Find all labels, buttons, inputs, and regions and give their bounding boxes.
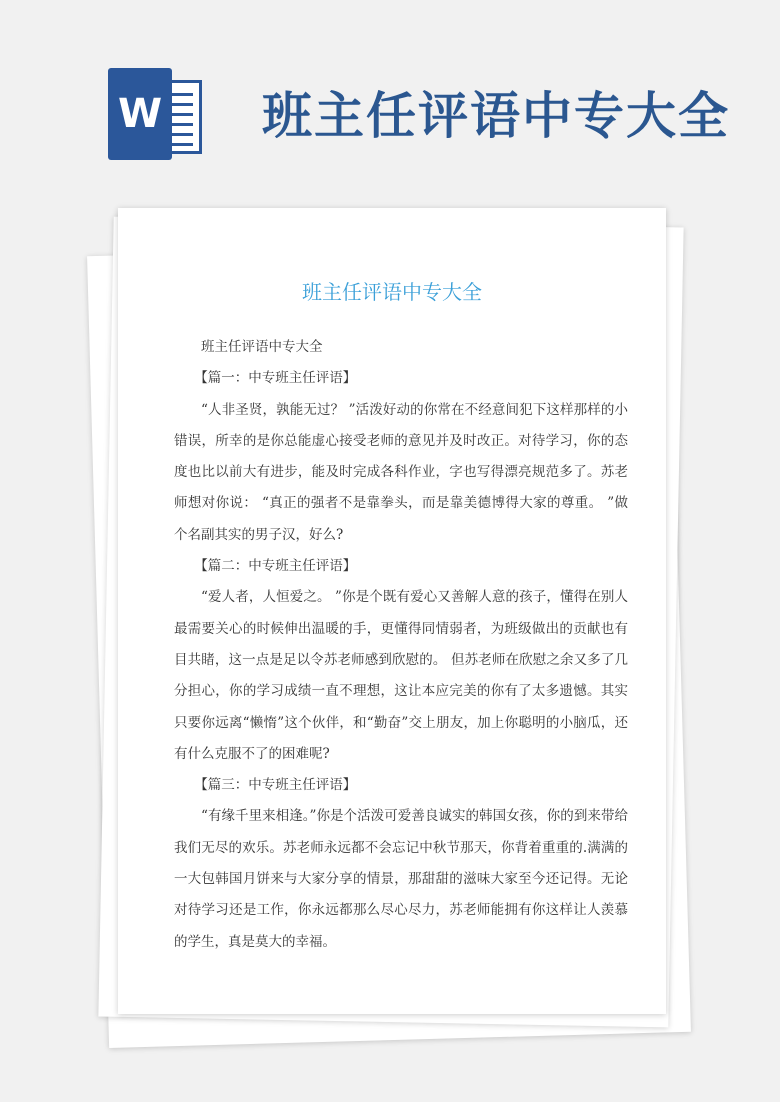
body-heading: 班主任评语中专大全 xyxy=(201,339,323,355)
body-paragraph-2: “爱人者，人恒爱之。 ”你是个既有爱心又善解人意的孩子，懂得在别人最需要关心的时候伸出温暖的手，更懂得同情弱者，为班级做出的贡献也有目共睹，这一点是足以令苏老师感到欣慰的。 但苏老师在欣慰之余又多了几分担心，你的学习成绩一直不理想，这让本应完美的你有了太多遗憾。其实只要你远离“懒惰”这个伙伴，和“勤奋”交上朋友，加上你聪明的小脑瓜，还有什么克服不了的困难呢? xyxy=(174,589,628,762)
section-heading-3: 【篇三：中专班主任评语】 xyxy=(194,777,357,794)
banner xyxy=(0,0,780,200)
document-title: 班主任评语中专大全 xyxy=(302,280,482,304)
banner-title: 班主任评语中专大全 xyxy=(262,87,730,145)
word-logo-letter: W xyxy=(108,68,172,160)
section-heading-2: 【篇二：中专班主任评语】 xyxy=(194,558,357,575)
section-heading-1: 【篇一：中专班主任评语】 xyxy=(194,370,357,387)
word-document-icon xyxy=(108,68,208,160)
document-body xyxy=(174,332,628,958)
body-paragraph-1: “人非圣贤，孰能无过？ ”活泼好动的你常在不经意间犯下这样那样的小错误，所幸的是你总能虚心接受老师的意见并及时改正。对待学习，你的态度也比以前大有进步，能及时完成各科作业，字也写得漂亮规范多了。苏老师想对你说： “真正的强者不是靠拳头，而是靠美德博得大家的尊重。 ”做个名副其实的男子汉，好么? xyxy=(174,401,628,543)
document-page xyxy=(118,208,666,1014)
body-paragraph-3: “有缘千里来相逢。”你是个活泼可爱善良诚实的韩国女孩，你的到来带给我们无尽的欢乐。苏老师永远都不会忘记中秋节那天，你背着重重的.满满的一大包韩国月饼来与大家分享的情景，那甜甜的滋味大家至今还记得。无论对待学习还是工作，你永远都那么尽心尽力，苏老师能拥有你这样让人羡慕的学生，真是莫大的幸福。 xyxy=(174,808,628,950)
